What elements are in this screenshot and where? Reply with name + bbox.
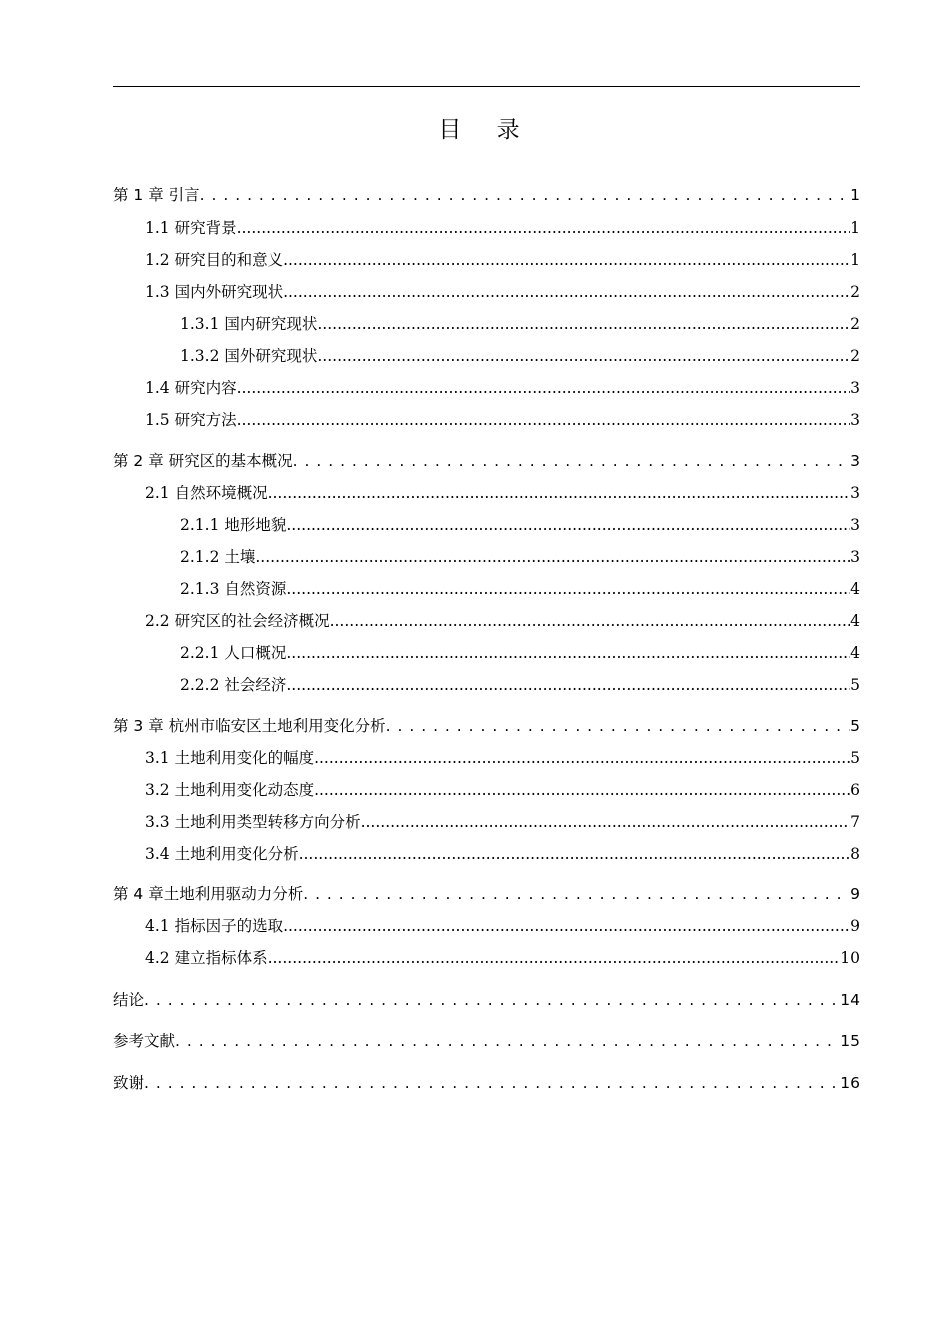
toc-page-number: 4 (850, 612, 860, 630)
toc-leader-dots (286, 576, 850, 602)
toc-leader-dots (255, 544, 850, 570)
toc-entry-section-3-1[interactable] (145, 745, 860, 771)
toc-page-number: 3 (850, 452, 860, 470)
toc-entry-label: 4.1 指标因子的选取 (145, 917, 284, 935)
toc-page-number: 4 (850, 644, 860, 662)
toc-leader-dots (200, 182, 850, 208)
toc-entry-subsection-2-2-2[interactable] (180, 672, 860, 698)
toc-entry-subsection-1-3-2[interactable] (180, 343, 860, 369)
toc-entry-label: 第 3 章 杭州市临安区土地利用变化分析 (113, 717, 386, 735)
toc-leader-dots (237, 407, 851, 433)
toc-entry-chapter-4[interactable] (113, 881, 860, 907)
toc-entry-label: 第 1 章 引言 (113, 186, 200, 204)
toc-entry-chapter-2[interactable] (113, 448, 860, 474)
toc-leader-dots (386, 713, 850, 739)
toc-leader-dots (286, 672, 850, 698)
toc-entry-section-1-2[interactable] (145, 247, 860, 273)
toc-entry-label: 1.1 研究背景 (145, 219, 237, 237)
toc-entry-label: 2.2.1 人口概况 (180, 644, 287, 662)
toc-entry-section-2-2[interactable] (145, 608, 860, 634)
toc-entry-label: 致谢 (113, 1074, 145, 1092)
toc-entry-label: 1.3.1 国内研究现状 (180, 315, 318, 333)
toc-leader-dots (237, 215, 851, 241)
toc-entry-label: 2.1.2 土壤 (180, 548, 256, 566)
toc-entry-subsection-2-1-1[interactable] (180, 512, 860, 538)
toc-entry-label: 参考文献 (113, 1032, 176, 1050)
toc-entry-subsection-1-3-1[interactable] (180, 311, 860, 337)
toc-entry-label: 1.3.2 国外研究现状 (180, 347, 318, 365)
toc-entry-section-3-2[interactable] (145, 777, 860, 803)
toc-entry-section-1-5[interactable] (145, 407, 860, 433)
toc-page-number: 15 (840, 1032, 860, 1050)
toc-page-number: 14 (840, 991, 860, 1009)
toc-leader-dots (330, 608, 851, 634)
toc-entry-chapter-1[interactable] (113, 182, 860, 208)
toc-page-number: 6 (850, 781, 860, 799)
toc-page-number: 5 (850, 749, 860, 767)
toc-page-number: 10 (840, 949, 860, 967)
toc-entry-label: 3.3 土地利用类型转移方向分析 (145, 813, 361, 831)
toc-leader-dots (175, 1028, 840, 1054)
toc-leader-dots (144, 987, 840, 1013)
toc-entry-section-3-3[interactable] (145, 809, 860, 835)
toc-leader-dots (286, 640, 850, 666)
toc-entry-subsection-2-2-1[interactable] (180, 640, 860, 666)
toc-entry-chapter-3[interactable] (113, 713, 860, 739)
toc-entry-label: 1.2 研究目的和意义 (145, 251, 284, 269)
toc-page-number: 1 (850, 219, 860, 237)
toc-entry-section-1-3[interactable] (145, 279, 860, 305)
toc-leader-dots (317, 311, 850, 337)
toc-page-number: 3 (850, 516, 860, 534)
toc-page-number: 3 (850, 379, 860, 397)
toc-entry-label: 1.4 研究内容 (145, 379, 237, 397)
toc-entry-label: 4.2 建立指标体系 (145, 949, 268, 967)
toc-page-number: 2 (850, 283, 860, 301)
toc-leader-dots (268, 945, 841, 971)
toc-entry-label: 2.2.2 社会经济 (180, 676, 287, 694)
header-rule (113, 86, 860, 87)
toc-entry-section-3-4[interactable] (145, 841, 860, 867)
toc-page-number: 7 (850, 813, 860, 831)
toc-leader-dots (361, 809, 851, 835)
toc-page-number: 1 (850, 186, 860, 204)
toc-page-number: 2 (850, 315, 860, 333)
toc-leader-dots (314, 777, 850, 803)
toc-entry-section-4-1[interactable] (145, 913, 860, 939)
toc-entry-conclusion[interactable] (113, 987, 860, 1013)
toc-leader-dots (283, 247, 850, 273)
toc-entry-label: 3.1 土地利用变化的幅度 (145, 749, 315, 767)
toc-page-number: 3 (850, 484, 860, 502)
toc-leader-dots (317, 343, 850, 369)
toc-page-number: 16 (840, 1074, 860, 1092)
toc-leader-dots (299, 841, 851, 867)
toc-page-number: 1 (850, 251, 860, 269)
toc-page-number: 3 (850, 548, 860, 566)
toc-entry-subsection-2-1-3[interactable] (180, 576, 860, 602)
toc-entry-label: 第 4 章土地利用驱动力分析 (113, 885, 304, 903)
toc-entry-label: 结论 (113, 991, 145, 1009)
toc-entry-section-2-1[interactable] (145, 480, 860, 506)
toc-leader-dots (283, 279, 850, 305)
toc-leader-dots (283, 913, 850, 939)
toc-leader-dots (268, 480, 851, 506)
toc-entry-subsection-2-1-2[interactable] (180, 544, 860, 570)
toc-entry-label: 第 2 章 研究区的基本概况 (113, 452, 293, 470)
toc-entry-label: 2.1 自然环境概况 (145, 484, 268, 502)
toc-leader-dots (237, 375, 851, 401)
toc-page-number: 2 (850, 347, 860, 365)
toc-page-number: 5 (850, 717, 860, 735)
toc-page-number: 9 (850, 885, 860, 903)
toc-leader-dots (286, 512, 850, 538)
toc-entry-label: 1.3 国内外研究现状 (145, 283, 284, 301)
toc-entry-section-1-1[interactable] (145, 215, 860, 241)
toc-page-number: 3 (850, 411, 860, 429)
toc-entry-section-4-2[interactable] (145, 945, 860, 971)
toc-page-number: 8 (850, 845, 860, 863)
toc-leader-dots (303, 881, 850, 907)
toc-title: 目 录 (438, 117, 534, 143)
toc-entry-label: 2.1.3 自然资源 (180, 580, 287, 598)
toc-entry-references[interactable] (113, 1028, 860, 1054)
toc-leader-dots (314, 745, 850, 771)
toc-leader-dots (293, 448, 850, 474)
toc-entry-acknowledgements[interactable] (113, 1070, 860, 1096)
toc-entry-section-1-4[interactable] (145, 375, 860, 401)
toc-entry-label: 3.2 土地利用变化动态度 (145, 781, 315, 799)
toc-page-number: 4 (850, 580, 860, 598)
toc-entry-label: 2.1.1 地形地貌 (180, 516, 287, 534)
toc-entry-label: 1.5 研究方法 (145, 411, 237, 429)
toc-leader-dots (144, 1070, 840, 1096)
toc-entry-label: 2.2 研究区的社会经济概况 (145, 612, 330, 630)
toc-entry-label: 3.4 土地利用变化分析 (145, 845, 299, 863)
toc-page-number: 5 (850, 676, 860, 694)
toc-page-number: 9 (850, 917, 860, 935)
